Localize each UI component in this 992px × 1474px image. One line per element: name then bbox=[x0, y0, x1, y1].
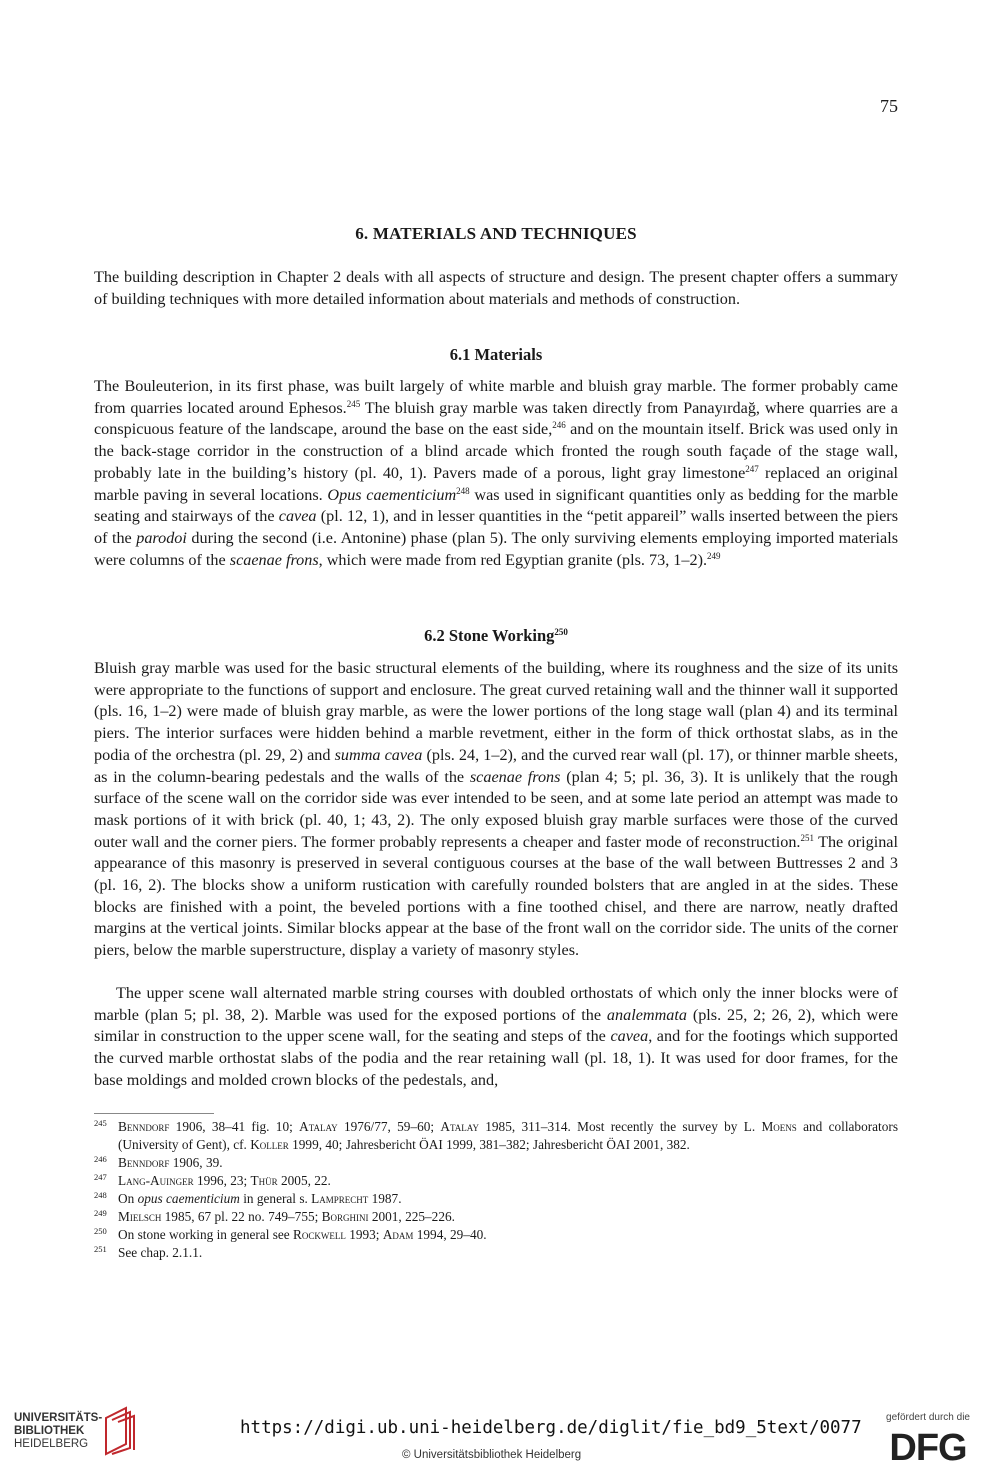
funding-caption: gefördert durch die bbox=[886, 1412, 970, 1423]
footnote-divider bbox=[94, 1113, 214, 1114]
copyright-notice: © Universitätsbibliothek Heidelberg bbox=[402, 1449, 582, 1461]
page-number: 75 bbox=[880, 96, 898, 116]
university-library-logo[interactable]: UNIVERSITÄTS- BIBLIOTHEK HEIDELBERG bbox=[14, 1412, 103, 1450]
materials-paragraph: The Bouleuterion, in its first phase, was built largely of white marble and bluish gray marble. The former probably came from quarries located around Ephesos.$^{245}$ The bluish gray marble was taken directly from Panayırdağ, where quarries are a conspicuous feature of the landscape, around the base on the east side,$^{246}$ and on the mountain itself. Brick was used only in the back-stage corridor in the construction of a blind arcade which fronted the rough south façade of the stage wall, probably late in the building’s history (pl. 40, 1). Pavers made of a porous, light gray limestone$^{247}$ replaced an original marble paving in several locations. Opus caementicium$^{248}$ was used in significant quantities only as bedding for the marble seating and stairways of the cavea (pl. 12, 1), and in lesser quantities in the “petit appareil” walls inserted between the piers of the parodoi during the second (i.e. Antonine) phase (plan 5). The only surviving elements employing imported materials were columns of the scaenae frons, which were made from red Egyptian granite (pls. 73, 1–2).$^{249}$ bbox=[94, 377, 899, 569]
stone-working-paragraph-1: Bluish gray marble was used for the basic structural elements of the building, where its roughness and the size of its units were appropriate to the functions of support and enclosure. The great curved retaining wall and the thinner wall it supported (pls. 16, 1–2) were made of bluish gray marble, as were the lower portions of the long stage wall (plan 4) and its terminal piers. The interior surfaces were hidden behind a marble revetment, either in the form of thick orthostat slabs, as in the podia of the orchestra (pl. 29, 2) and summa cavea (pls. 24, 1–2), and the curved rear wall (pl. 17), or thinner marble sheets, as in the column-bearing pedestals and the walls of the scaenae frons (plan 4; 5; pl. 36, 3). It is unlikely that the rough surface of the scene wall on the corridor side was ever intended to be seen, and at some late period an attempt was made to mask portions of it with brick (pl. 40, 1; 43, 2). The only exposed bluish gray marble surfaces were those of the curved outer wall and the corner piers. The former probably represents a cheaper and faster mode of reconstruction.$^{251}$ The original appearance of this masonry is preserved in several contiguous courses at the base of the wall between Buttresses 2 and 3 (pl. 16, 2). The blocks show a uniform rustication with carefully rounded bolsters that are angled in at the sides. These blocks are finished with a point, the beveled portions with a fine toothed chisel, and there are narrow, neatly drafted margins at the vertical joints. Similar blocks appear at the base of the front wall on the corridor side. The units of the corner piers, below the marble superstructure, display a variety of masonry styles. bbox=[94, 659, 899, 960]
footnote-245: $^{245}$ Benndorf 1906, 38–41 fig. 10; Atalay 1976/77, 59–60; Atalay 1985, 311–314. Most recently the survey by L. Moens and collaborators (University of Gent), cf. Koller 1999, 40; Jahresbericht ÖAI 1999, 381–382; Jahresbericht ÖAI 2001, 382. bbox=[94, 1118, 898, 1152]
footnote-ref[interactable]: 246 bbox=[552, 420, 566, 431]
footnote-ref[interactable]: 248 bbox=[456, 485, 470, 496]
footer-bar bbox=[0, 1394, 992, 1474]
footnote-ref[interactable]: 247 bbox=[745, 463, 759, 474]
footnote-248: $^{248}$ On opus caementicium in general s. Lamprecht 1987. bbox=[94, 1190, 402, 1206]
footnote-249: $^{249}$ Mielsch 1985, 67 pl. 22 no. 749–755; Borghini 2001, 225–226. bbox=[94, 1208, 455, 1224]
footnote-ref[interactable]: 250 bbox=[554, 627, 568, 637]
stone-working-paragraph-2: The upper scene wall alternated marble string courses with doubled orthostats of which only the inner blocks were of marble (plan 5; pl. 38, 2). Marble was used for the exposed portions of the analemmata (pls. 25, 2; 26, 2), which were similar in construction to the upper scene wall, for the seating and steps of the cavea, and for the footings which supported the curved marble orthostat slabs of the podia and the rear retaining wall (pl. 18, 1). It was used for door frames, for the base moldings and molded crown blocks of the pedestals, and, bbox=[94, 984, 899, 1089]
section-title-stone-working: 6.2 Stone Working$^{250}$ bbox=[424, 626, 568, 645]
footnote-247: $^{247}$ Lang-Auinger 1996, 23; Thür 2005, 22. bbox=[94, 1172, 331, 1188]
dfg-logo[interactable] bbox=[880, 1427, 976, 1465]
chapter-title: 6. MATERIALS AND TECHNIQUES bbox=[355, 224, 637, 243]
footnote-ref[interactable]: 251 bbox=[800, 832, 814, 843]
section-title-materials: 6.1 Materials bbox=[449, 345, 543, 364]
footnotes bbox=[94, 1118, 898, 1262]
footnote-250: $^{250}$ On stone working in general see Rockwell 1993; Adam 1994, 29–40. bbox=[94, 1226, 487, 1242]
source-url-link[interactable]: https://digi.ub.uni-heidelberg.de/diglit/fie_bd9_5text/0077 bbox=[240, 1418, 862, 1438]
intro-paragraph: The building description in Chapter 2 deals with all aspects of structure and design. The present chapter offers a summary of building techniques with more detailed information about materials and methods of construction. bbox=[94, 268, 898, 308]
footnote-ref[interactable]: 249 bbox=[707, 550, 721, 561]
footnote-246: $^{246}$ Benndorf 1906, 39. bbox=[94, 1154, 223, 1170]
svg-text:DFG: DFG bbox=[889, 1427, 967, 1465]
library-emblem-icon bbox=[100, 1404, 138, 1456]
footnote-ref[interactable]: 245 bbox=[346, 398, 361, 409]
footnote-251: $^{251}$ See chap. 2.1.1. bbox=[94, 1244, 203, 1260]
